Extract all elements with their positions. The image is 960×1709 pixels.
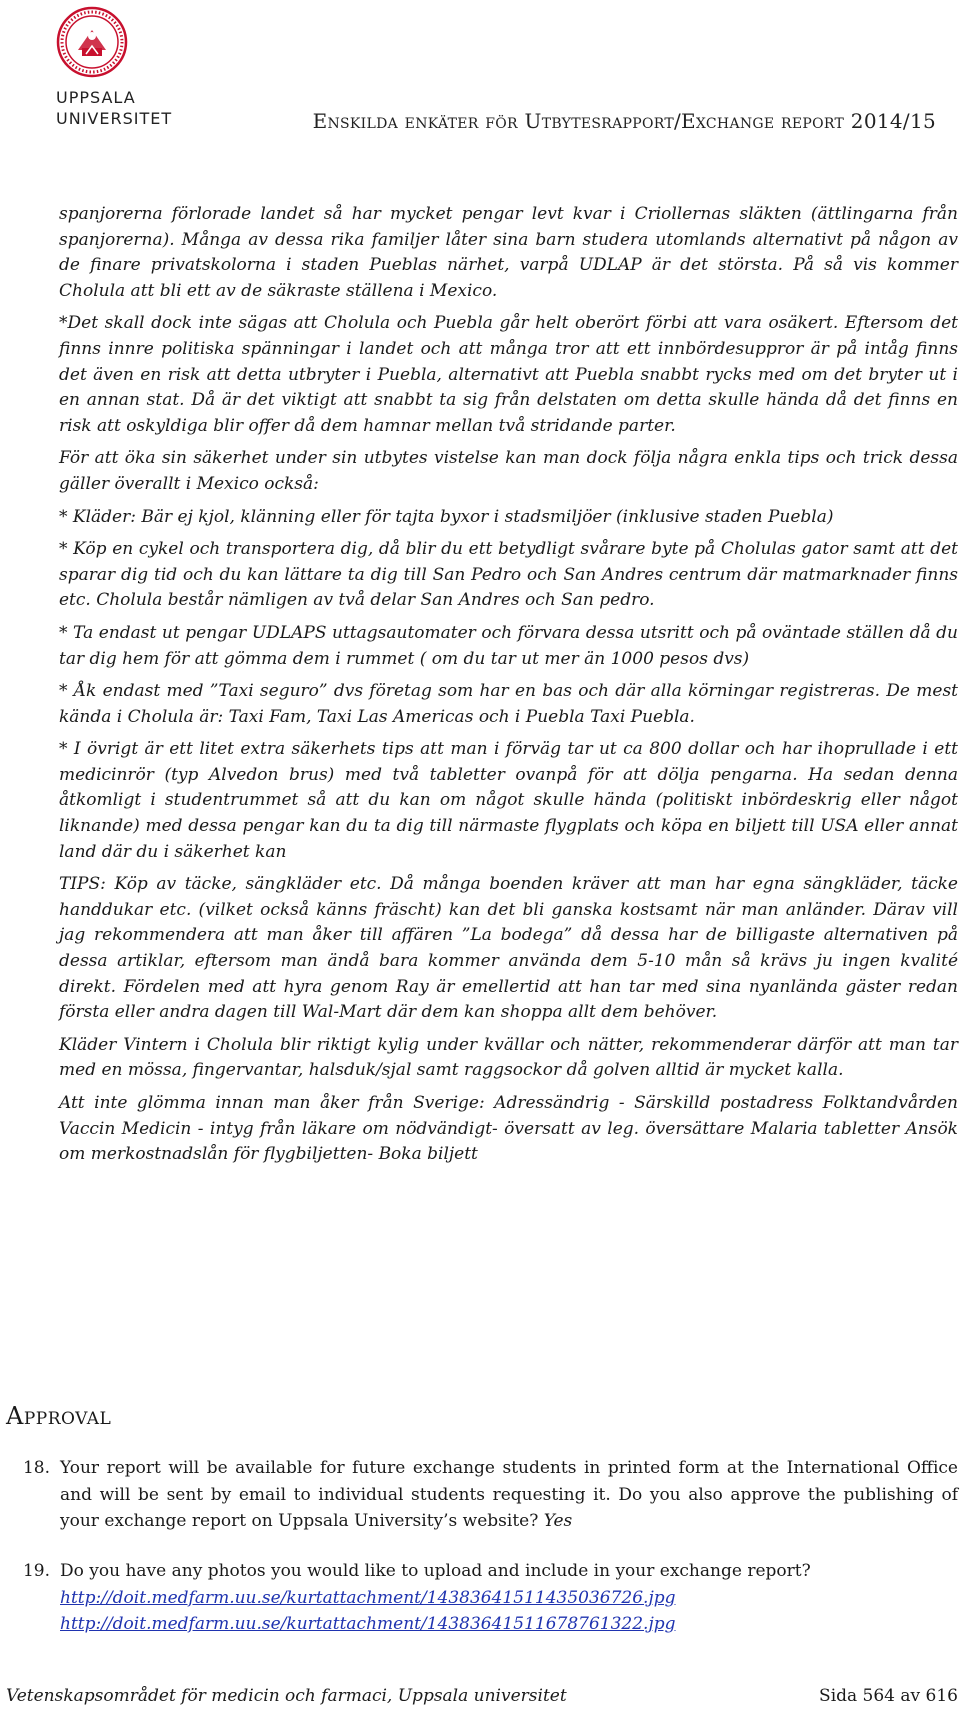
paragraph: Kläder Vintern i Cholula blir riktigt kylig under kvällar och nätter, rekommenderar därför att man tar med en mössa, fingervantar, halsduk/sjal samt raggsockor då golven alltid är mycket kalla. bbox=[59, 1034, 958, 1081]
paragraph: För att öka sin säkerhet under sin utbytes vistelse kan man dock följa några enkla tips och trick dessa gäller överallt i Mexico också: bbox=[59, 448, 958, 494]
university-name-line2: UNIVERSITET bbox=[56, 109, 173, 128]
document-title: Enskilda enkäter för Utbytesrapport/Exchange report 2014/15 bbox=[312, 109, 936, 133]
page-number: Sida 564 av 616 bbox=[819, 1686, 958, 1706]
paragraph: TIPS: Köp av täcke, sängkläder etc. Då många boenden kräver att man har egna sängkläder, täcke handdukar etc. (vilket också känns fräscht) kan det bli ganska kostsamt när man anländer. Därav vill jag rekommendera att man åker till affären ”La bodega” då dessa har de billigaste alternativen på dessa artiklar, eftersom man ändå bara kommer använda dem 5-10 mån så krävs ju ingen kvalité direkt. Fördelen med att hyra genom Ray är emellertid att han tar med sina nyanlända gäster redan första eller andra dagen till Wal-Mart där dem kan shoppa allt dem behöver. bbox=[59, 874, 958, 1023]
question-body bbox=[60, 1558, 958, 1638]
question-number: 18. bbox=[22, 1458, 50, 1478]
paragraph: * Köp en cykel och transportera dig, då blir du ett betydligt svårare byte på Cholulas gator samt att det sparar dig tid och du kan lättare ta dig till San Pedro och San Andres centrum där matmarknader finns etc. Cholula består nämligen av två delar San Andres och San pedro. bbox=[59, 539, 958, 611]
paragraph: *Det skall dock inte sägas att Cholula och Puebla går helt oberört förbi att vara osäkert. Eftersom det finns innre politiska spänningar i landet och att många tror att ett innbördesuppror är på intåg finns det även en risk att detta utbryter i Puebla, alternativt att Puebla snabbt rycks med om det bryter ut i en annan stat. Då är det viktigt att snabbt ta sig från delstaten om detta skulle hända då det finns en risk att oskyldiga blir offer då dem hamnar mellan två stridande parter. bbox=[59, 313, 958, 436]
page-header bbox=[56, 6, 936, 136]
paragraph: * Åk endast med ”Taxi seguro” dvs företag som har en bas och där alla körningar registreras. De mest kända i Cholula är: Taxi Fam, Taxi Las Americas och i Puebla Taxi Puebla. bbox=[59, 681, 958, 727]
university-name-line1: UPPSALA bbox=[56, 88, 136, 107]
paragraph: * Kläder: Bär ej kjol, klänning eller för tajta byxor i stadsmiljöer (inklusive staden Puebla) bbox=[59, 506, 834, 527]
university-name bbox=[56, 87, 172, 129]
page-footer bbox=[6, 1686, 958, 1706]
report-body bbox=[59, 202, 958, 1175]
paragraph: spanjorerna förlorade landet så har mycket pengar levt kvar i Criollernas släkten (ättlingarna från spanjorerna). Många av dessa rika familjer låter sina barn studera utomlands alternativt på någon av de finare privatskolorna i staden Pueblas närhet, varpå UDLAP är det största. På så vis kommer Cholula att bli ett av de säkraste ställena i Mexico. bbox=[59, 204, 958, 301]
question-body bbox=[60, 1455, 958, 1535]
photo-attachment-link[interactable]: http://doit.medfarm.uu.se/kurtattachment/14383641511678761322.jpg bbox=[60, 1614, 676, 1635]
paragraph: Att inte glömma innan man åker från Sverige: Adressändrig - Särskilld postadress Folktandvården Vaccin Medicin - intyg från läkare om nödvändigt- översatt av leg. översättare Malaria tabletter Ansök om merkostnadslån för flygbiljetten- Boka biljett bbox=[59, 1093, 958, 1165]
footer-faculty: Vetenskapsområdet för medicin och farmaci, Uppsala universitet bbox=[6, 1686, 567, 1706]
paragraph: * I övrigt är ett litet extra säkerhets tips att man i förväg tar ut ca 800 dollar och har ihoprullade i ett medicinrör (typ Alvedon brus) med två tabletter ovanpå för att dölja pengarna. Ha sedan denna åtkomligt i studentrummet så att du kan om något skulle hända (politiskt inbördeskrig eller något liknande) med dessa pengar kan du ta dig till närmaste flygplats och köpa en biljett till USA eller annat land där du i säkerhet kan bbox=[59, 739, 958, 862]
question-number: 19. bbox=[22, 1561, 50, 1581]
question-text: Do you have any photos you would like to upload and include in your exchange report? bbox=[60, 1561, 811, 1581]
section-heading-approval: Approval bbox=[6, 1402, 112, 1430]
question-answer: Yes bbox=[543, 1511, 573, 1532]
photo-attachment-link[interactable]: http://doit.medfarm.uu.se/kurtattachment/14383641511435036726.jpg bbox=[60, 1587, 676, 1608]
question-text: Your report will be available for future exchange students in printed form at the International Office and will be sent by email to individual students requesting it. Do you also approve the publishing of your exchange report on Uppsala University’s website? bbox=[60, 1458, 958, 1532]
paragraph: * Ta endast ut pengar UDLAPS uttagsautomater och förvara dessa utsritt och på oväntade ställen då du tar dig hem för att gömma dem i rummet ( om du tar ut mer än 1000 pesos dvs) bbox=[59, 622, 958, 669]
university-seal-logo bbox=[56, 6, 128, 78]
